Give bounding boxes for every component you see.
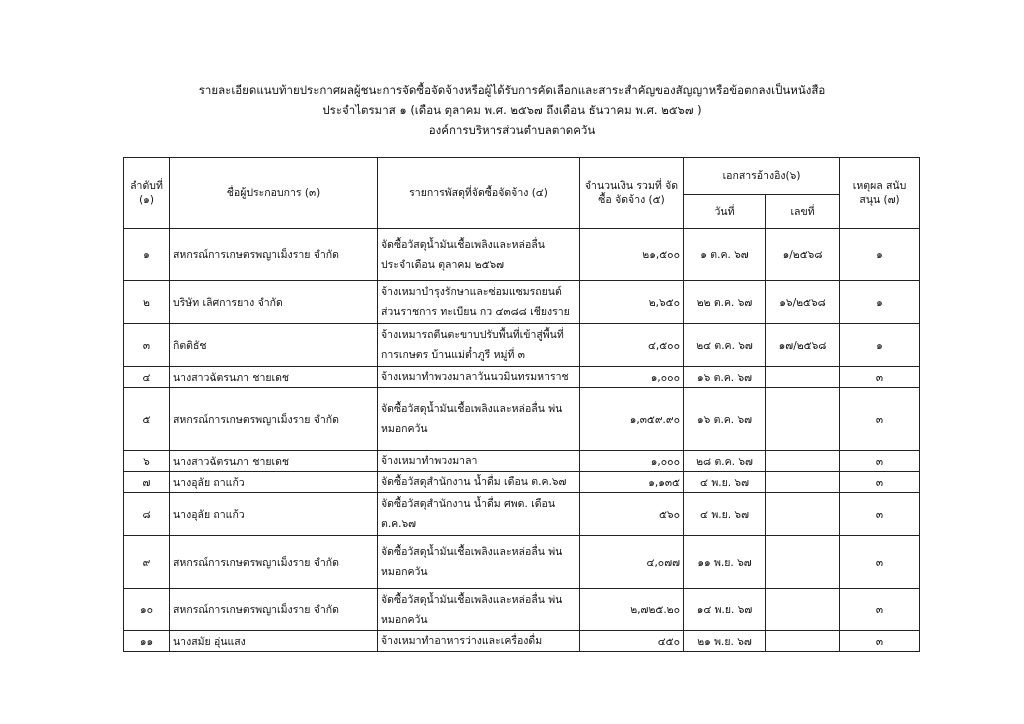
- row-item: [378, 493, 580, 536]
- row-date: ๒๘ ต.ค. ๖๗: [684, 451, 766, 472]
- header-date: วันที่: [684, 195, 766, 229]
- table-row: [124, 229, 920, 281]
- row-amount: ๒,๗๒๕.๒๐: [580, 589, 684, 631]
- header-reason: เหตุผล สนับ สนุน (๗): [840, 158, 920, 229]
- row-date: ๒๒ ต.ค. ๖๗: [684, 281, 766, 324]
- row-item-line: จัดซื้อวัสดุน้ำมันเชื้อเพลิงและหล่อลื่น พ่น: [381, 546, 563, 558]
- row-vendor: สหกรณ์การเกษตรพญาเม็งราย จำกัด: [170, 388, 378, 451]
- row-amount: ๑,๐๐๐: [580, 367, 684, 388]
- row-no: ๙: [124, 536, 170, 589]
- row-item: [378, 536, 580, 589]
- row-item-line: จัดซื้อวัสดุน้ำมันเชื้อเพลิงและหล่อลื่น พ่น: [381, 593, 563, 606]
- row-date: ๑๔ พ.ย. ๖๗: [684, 589, 766, 631]
- table-row: [124, 324, 920, 367]
- row-date: ๔ พ.ย. ๖๗: [684, 493, 766, 536]
- row-date: ๑๑ พ.ย. ๖๗: [684, 536, 766, 589]
- row-vendor: นางสมัย อุ่นแสง: [170, 631, 378, 652]
- row-item: [378, 451, 580, 472]
- header-docno: เลขที่: [766, 195, 840, 229]
- row-no: ๗: [124, 472, 170, 493]
- table-row: [124, 281, 920, 324]
- row-vendor: นางอุลัย ถาแก้ว: [170, 472, 378, 493]
- row-amount: ๔,๐๗๗: [580, 536, 684, 589]
- row-item-line: จ้างเหมารถตีนตะขาบปรับพื้นที่เข้าสู่พื้นที่: [381, 329, 564, 341]
- table-row: [124, 388, 920, 451]
- row-docno: [766, 631, 840, 652]
- row-docno: [766, 589, 840, 631]
- title-line-1: รายละเอียดแนบท้ายประกาศผลผู้ชนะการจัดซื้อจัดจ้างหรือผู้ได้รับการคัดเลือกและสาระสำคัญของสัญญาหรือข้อตกลงเป็นหนังสือ: [198, 83, 826, 97]
- row-reason: ๓: [840, 472, 920, 493]
- row-reason: ๓: [840, 367, 920, 388]
- row-date: ๑๖ ต.ค. ๖๗: [684, 388, 766, 451]
- row-reason: ๓: [840, 589, 920, 631]
- table-row: [124, 451, 920, 472]
- title-line-3: องค์การบริหารส่วนตำบลตาดควัน: [428, 123, 596, 137]
- row-item-line: จัดซื้อวัสดุสำนักงาน น้ำดื่ม ศพด. เดือน: [381, 498, 556, 510]
- table-row: [124, 589, 920, 631]
- row-vendor: นางสาวฉัตรนภา ชายเดช: [170, 451, 378, 472]
- row-amount: ๕๖๐: [580, 493, 684, 536]
- row-item-line: จ้างเหมาทำพวงมาลาวันนวมินทรมหาราช: [381, 371, 569, 383]
- row-item-line: ส่วนราชการ ทะเบียน กว ๔๓๘๘ เชียงราย: [381, 306, 570, 318]
- row-item-line: จ้างเหมาบำรุงรักษาและซ่อมแซมรถยนต์: [381, 286, 562, 298]
- row-no: ๑๐: [124, 589, 170, 631]
- row-reason: ๓: [840, 536, 920, 589]
- row-docno: [766, 367, 840, 388]
- row-amount: ๒,๖๕๐: [580, 281, 684, 324]
- row-item: [378, 472, 580, 493]
- row-item-line: จัดซื้อวัสดุสำนักงาน น้ำดื่ม เดือน ต.ค.๖๗: [381, 476, 567, 488]
- header-item: รายการพัสดุที่จัดซื้อจัดจ้าง (๔): [378, 158, 580, 229]
- row-date: ๒๑ พ.ย. ๖๗: [684, 631, 766, 652]
- row-vendor: สหกรณ์การเกษตรพญาเม็งราย จำกัด: [170, 589, 378, 631]
- row-vendor: กิตติธัช: [170, 324, 378, 367]
- row-reason: ๓: [840, 631, 920, 652]
- row-date: ๑ ต.ค. ๖๗: [684, 229, 766, 281]
- row-reason: ๑: [840, 324, 920, 367]
- row-item-line: ต.ค.๖๗: [381, 518, 417, 530]
- row-item-line: ประจำเดือน ตุลาคม ๒๕๖๗: [381, 258, 505, 271]
- table-row: [124, 472, 920, 493]
- row-no: ๔: [124, 367, 170, 388]
- row-vendor: สหกรณ์การเกษตรพญาเม็งราย จำกัด: [170, 229, 378, 281]
- row-amount: ๑,๓๕๙.๙๐: [580, 388, 684, 451]
- table-row: [124, 367, 920, 388]
- row-docno: ๑๗/๒๕๖๘: [766, 324, 840, 367]
- row-docno: [766, 472, 840, 493]
- row-docno: ๑/๒๕๖๘: [766, 229, 840, 281]
- row-item: [378, 631, 580, 652]
- row-item-line: หมอกควัน: [381, 566, 428, 578]
- row-item: [378, 388, 580, 451]
- row-no: ๑๑: [124, 631, 170, 652]
- row-item: [378, 281, 580, 324]
- row-item: [378, 367, 580, 388]
- row-amount: ๒๑,๕๐๐: [580, 229, 684, 281]
- row-item: [378, 324, 580, 367]
- row-item-line: จัดซื้อวัสดุน้ำมันเชื้อเพลิงและหล่อลื่น: [381, 238, 545, 251]
- row-no: ๑: [124, 229, 170, 281]
- row-item-line: จ้างเหมาทำอาหารว่างและเครื่องดื่ม: [381, 635, 543, 647]
- row-docno: [766, 493, 840, 536]
- table-row: [124, 631, 920, 652]
- row-date: ๑๖ ต.ค. ๖๗: [684, 367, 766, 388]
- title-line-2: ประจำไตรมาส ๑ (เดือน ตุลาคม พ.ศ. ๒๕๖๗ ถึงเดือน ธันวาคม พ.ศ. ๒๕๖๗ ): [322, 103, 702, 117]
- row-reason: ๓: [840, 451, 920, 472]
- header-refdoc: เอกสารอ้างอิง(๖): [684, 158, 840, 195]
- row-item: [378, 589, 580, 631]
- row-no: ๕: [124, 388, 170, 451]
- row-docno: [766, 451, 840, 472]
- row-docno: [766, 388, 840, 451]
- table-body: [124, 229, 920, 652]
- row-reason: ๑: [840, 229, 920, 281]
- row-no: ๓: [124, 324, 170, 367]
- row-amount: ๔,๕๐๐: [580, 324, 684, 367]
- row-date: ๔ พ.ย. ๖๗: [684, 472, 766, 493]
- row-reason: ๓: [840, 493, 920, 536]
- row-no: ๒: [124, 281, 170, 324]
- table-row: [124, 536, 920, 589]
- row-item-line: จ้างเหมาทำพวงมาลา: [381, 455, 478, 467]
- row-item-line: จัดซื้อวัสดุน้ำมันเชื้อเพลิงและหล่อลื่น พ่น: [381, 403, 563, 415]
- table-row: [124, 493, 920, 536]
- row-amount: ๑,๑๓๕: [580, 472, 684, 493]
- row-no: ๖: [124, 451, 170, 472]
- row-vendor: นางสาวฉัตรนภา ชายเดช: [170, 367, 378, 388]
- row-docno: ๑๖/๒๕๖๘: [766, 281, 840, 324]
- header-vendor: ชื่อผู้ประกอบการ (๓): [170, 158, 378, 229]
- row-item-line: การเกษตร บ้านแม่ต๋ำภูรี หมู่ที่ ๓: [381, 349, 525, 361]
- document-header: [0, 80, 1024, 140]
- row-docno: [766, 536, 840, 589]
- row-vendor: นางอุลัย ถาแก้ว: [170, 493, 378, 536]
- row-no: ๘: [124, 493, 170, 536]
- row-item: [378, 229, 580, 281]
- procurement-table: [123, 157, 920, 652]
- row-item-line: หมอกควัน: [381, 613, 428, 626]
- row-date: ๒๔ ต.ค. ๖๗: [684, 324, 766, 367]
- row-amount: ๔๕๐: [580, 631, 684, 652]
- header-no: ลำดับที่ (๑): [124, 158, 170, 229]
- row-reason: ๓: [840, 388, 920, 451]
- row-reason: ๑: [840, 281, 920, 324]
- header-amount: จำนวนเงิน รวมที่ จัดซื้อ จัดจ้าง (๕): [580, 158, 684, 229]
- row-vendor: สหกรณ์การเกษตรพญาเม็งราย จำกัด: [170, 536, 378, 589]
- row-amount: ๑,๐๐๐: [580, 451, 684, 472]
- row-item-line: หมอกควัน: [381, 423, 428, 435]
- row-vendor: บริษัท เลิศการยาง จำกัด: [170, 281, 378, 324]
